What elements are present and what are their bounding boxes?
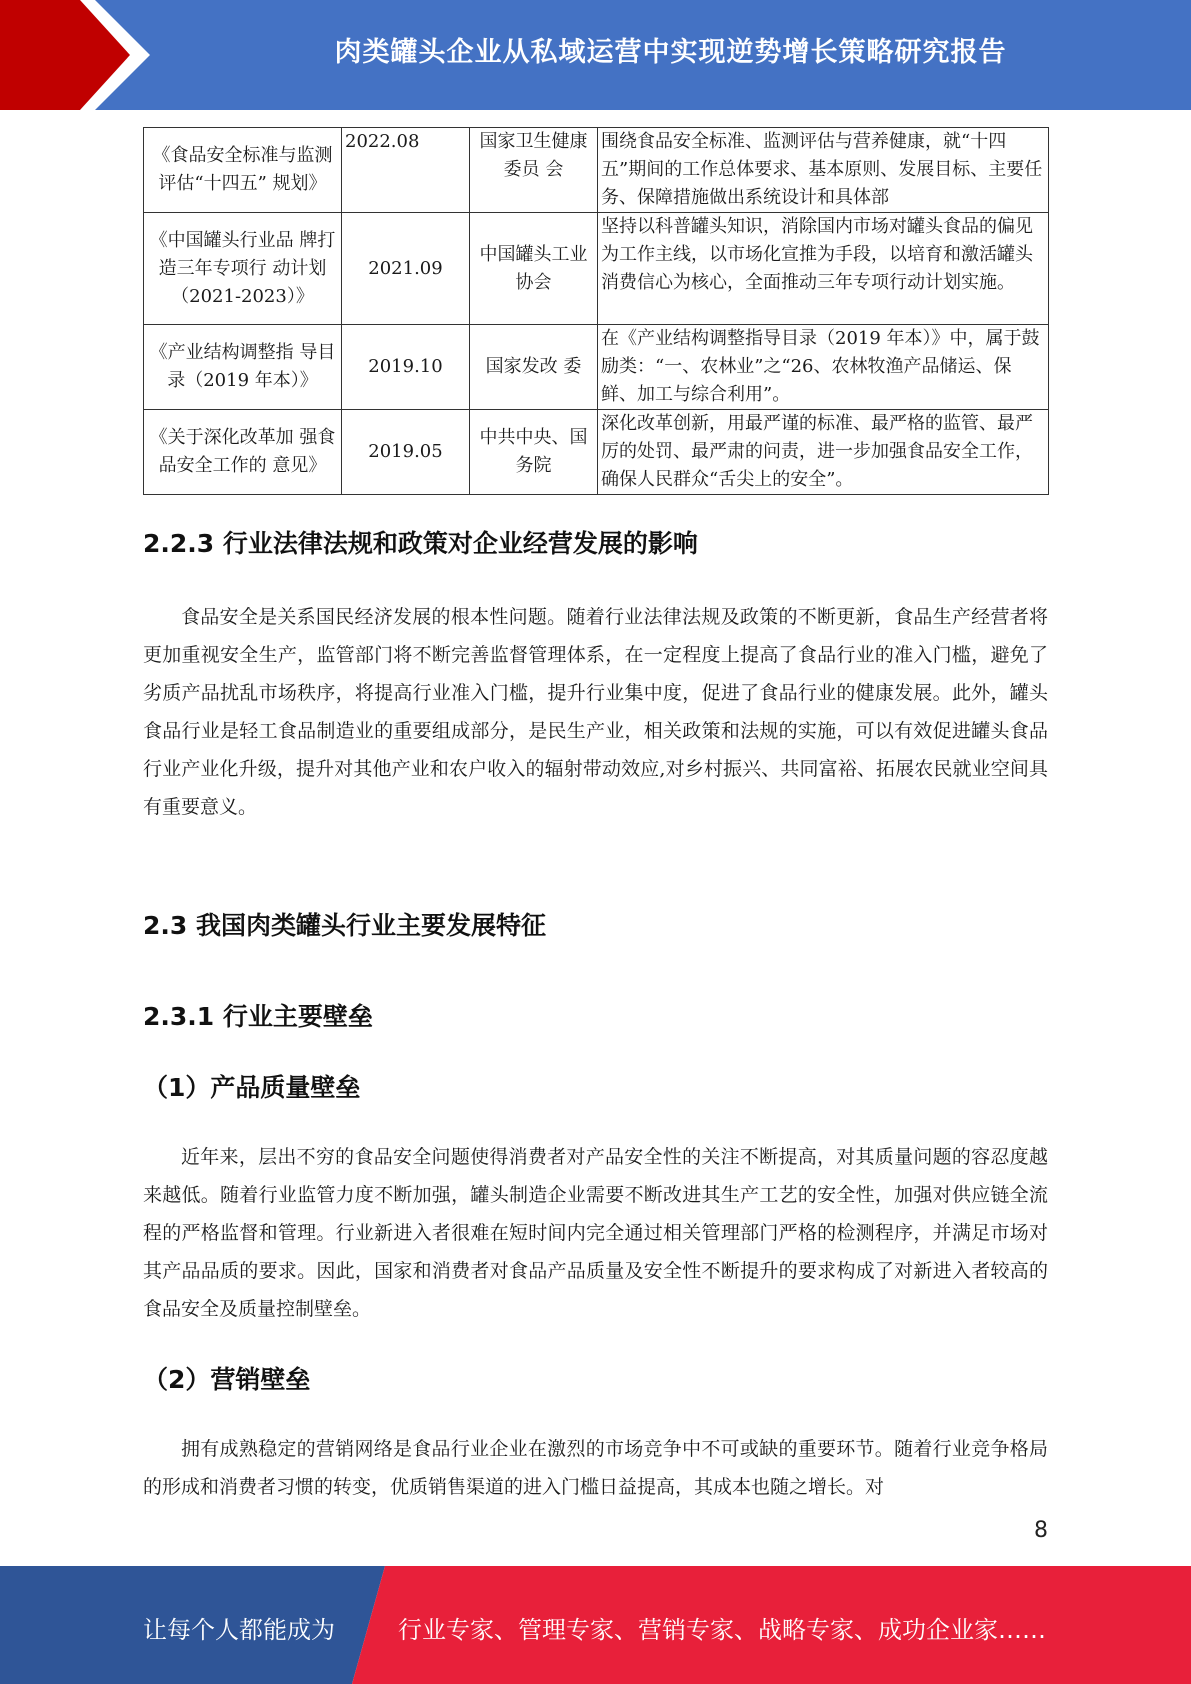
paragraph-marketing-barrier: 拥有成熟稳定的营销网络是食品行业企业在激烈的市场竞争中不可或缺的重要环节。随着行业竞争格局的形成和消费者习惯的转变，优质销售渠道的进入门槛日益提高，其成本也随之增长。对 (143, 1438, 1048, 1498)
policy-name-cell: 《产业结构调整指 导目录（2019 年本）》 (144, 325, 342, 410)
heading-2-2-3: 2.2.3 行业法律法规和政策对企业经营发展的影响 (143, 529, 698, 558)
page-footer (0, 1566, 1191, 1684)
policy-content-cell: 深化改革创新，用最严谨的标准、最严格的监管、最严厉的处罚、最严肃的问责，进一步加强食品安全工作，确保人民群众“舌尖上的安全”。 (598, 410, 1049, 495)
report-title: 肉类罐头企业从私域运营中实现逆势增长策略研究报告 (334, 37, 1007, 68)
policy-content-cell: 围绕食品安全标准、监测评估与营养健康，就“十四五”期间的工作总体要求、基本原则、发展目标、主要任务、保障措施做出系统设计和具体部 (598, 128, 1049, 213)
table-row (144, 325, 1049, 410)
page-number: 8 (1034, 1518, 1048, 1543)
policy-org-cell: 国家发改 委 (470, 325, 598, 410)
policy-org-cell: 中国罐头工业协会 (470, 213, 598, 325)
policy-name-cell: 《中国罐头行业品 牌打造三年专项行 动计划（2021-2023）》 (144, 213, 342, 325)
footer-slogan-left: 让每个人都能成为 (143, 1616, 335, 1644)
policy-name-cell: 《食品安全标准与监测评估“十四五” 规划》 (144, 128, 342, 213)
heading-2-3-1: 2.3.1 行业主要壁垒 (143, 1002, 373, 1031)
policy-name-cell: 《关于深化改革加 强食品安全工作的 意见》 (144, 410, 342, 495)
policy-date-cell: 2019.10 (342, 325, 470, 410)
policy-date-cell: 2019.05 (342, 410, 470, 495)
paragraph-regulation-impact: 食品安全是关系国民经济发展的根本性问题。随着行业法律法规及政策的不断更新，食品生产经营者将更加重视安全生产，监管部门将不断完善监督管理体系，在一定程度上提高了食品行业的准入门槛，避免了劣质产品扰乱市场秩序，将提高行业准入门槛，提升行业集中度，促进了食品行业的健康发展。此外，罐头食品行业是轻工食品制造业的重要组成部分，是民生产业，相关政策和法规的实施，可以有效促进罐头食品行业产业化升级，提升对其他产业和农户收入的辐射带动效应,对乡村振兴、共同富裕、拓展农民就业空间具有重要意义。 (143, 606, 1048, 818)
header-arrow-logo (0, 0, 160, 110)
table-row (144, 213, 1049, 325)
heading-quality-barrier: （1）产品质量壁垒 (143, 1073, 361, 1102)
table-row (144, 128, 1049, 213)
policy-date-cell: 2022.08 (342, 128, 470, 213)
paragraph-quality-barrier: 近年来，层出不穷的食品安全问题使得消费者对产品安全性的关注不断提高，对其质量问题的容忍度越来越低。随着行业监管力度不断加强，罐头制造企业需要不断改进其生产工艺的安全性，加强对供应链全流程的严格监督和管理。行业新进入者很难在短时间内完全通过相关管理部门严格的检测程序，并满足市场对其产品品质的要求。因此，国家和消费者对食品产品质量及安全性不断提升的要求构成了对新进入者较高的食品安全及质量控制壁垒。 (143, 1146, 1048, 1320)
policy-date-cell: 2021.09 (342, 213, 470, 325)
policy-org-cell: 国家卫生健康委员 会 (470, 128, 598, 213)
policy-content-cell: 在《产业结构调整指导目录（2019 年本）》中，属于鼓励类：“一、农林业”之“26、农林牧渔产品储运、保鲜、加工与综合利用”。 (598, 325, 1049, 410)
policy-org-cell: 中共中央、国务院 (470, 410, 598, 495)
policy-table (143, 127, 1049, 495)
policy-content-cell: 坚持以科普罐头知识，消除国内市场对罐头食品的偏见为工作主线，以市场化宣推为手段，以培育和激活罐头消费信心为核心，全面推动三年专项行动计划实施。 (598, 213, 1049, 325)
table-row (144, 410, 1049, 495)
footer-slogan-right: 行业专家、管理专家、营销专家、战略专家、成功企业家…… (398, 1616, 1046, 1644)
heading-2-3: 2.3 我国肉类罐头行业主要发展特征 (143, 911, 546, 940)
page-header (0, 0, 1191, 110)
heading-marketing-barrier: （2）营销壁垒 (143, 1365, 311, 1394)
